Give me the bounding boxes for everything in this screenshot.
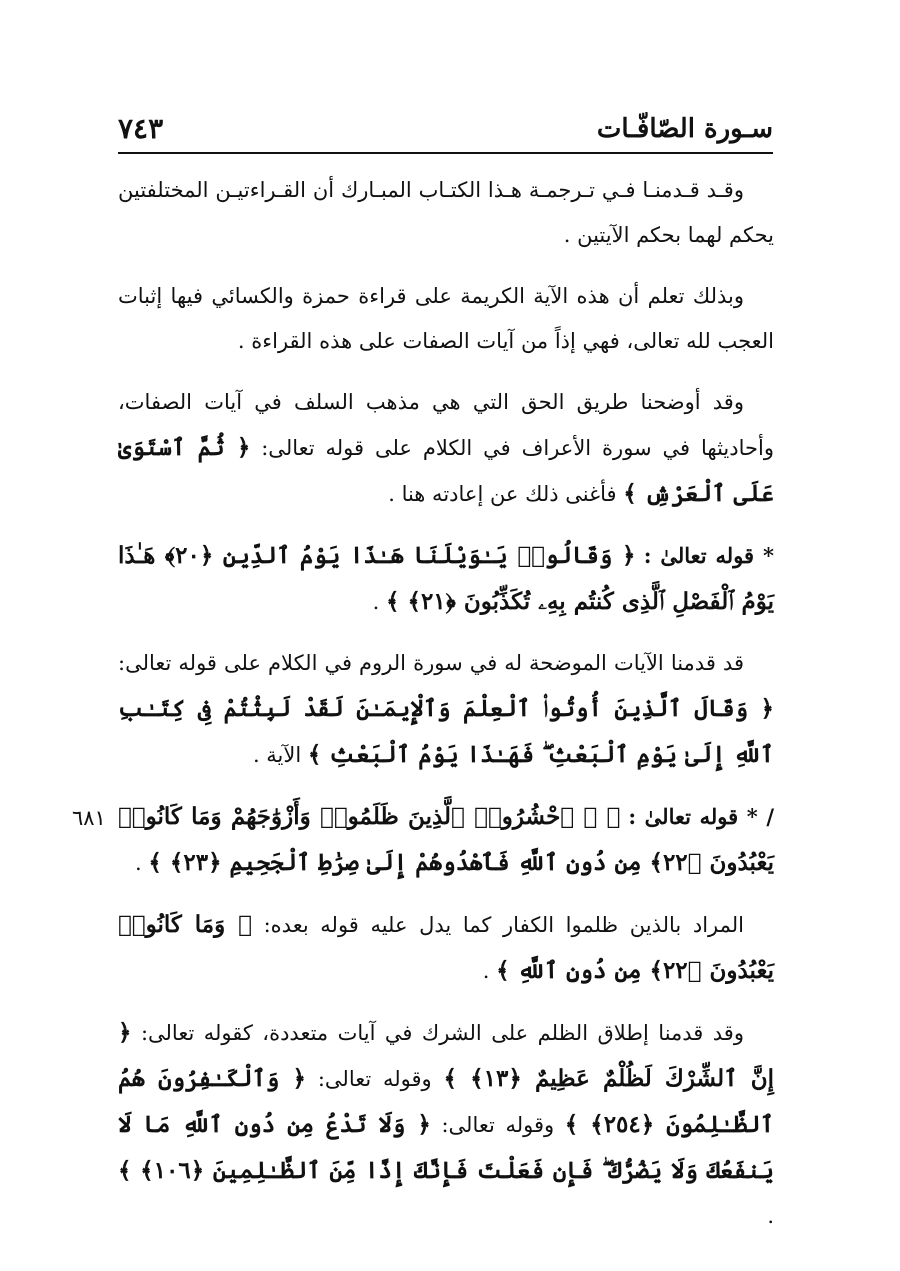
paragraph-shirk-as-zulm (118, 1010, 774, 1239)
quran-verse: ﴿ وَقَالُوا۟ يَـٰوَيْلَنَا هَـٰذَا يَوْمُ ٱلدِّينِ ﴿٢٠﴾ هَـٰذَا يَوْمُ ٱلْفَصْلِ ٱلَّذِى كُنتُم بِهِۦ تُكَذِّبُونَ ﴿٢١﴾ ﴾ (118, 542, 774, 615)
paragraph-text: قد قدمنا الآيات الموضحة له في سورة الروم في الكلام على قوله تعالى: (118, 651, 744, 675)
page-body (118, 168, 774, 1255)
quran-verse: ﴿ ثُمَّ ٱسْتَوَىٰ عَلَى ٱلْعَرْشِ ﴾ (118, 434, 774, 507)
surah-title: سـورة الصّافّـات (596, 114, 773, 144)
paragraph-surah-rum-reference (118, 641, 774, 778)
paragraph-text: وقوله تعالى: (317, 1067, 432, 1091)
margin-page-reference: ٦٨١ (72, 806, 106, 830)
verse-heading-20-21 (118, 533, 774, 625)
paragraph-text: وبذلك تعلم أن هذه الآية الكريمة على قراءة حمزة والكسائي فيها إثبات العجب لله تعالى، فهي إذاً من آيات الصفات على هذه القراءة . (118, 284, 774, 353)
quran-verse: ﴿ إِنَّ ٱلشِّرْكَ لَظُلْمٌ عَظِيمٌ ﴿١٣﴾ ﴾ (118, 1019, 774, 1092)
paragraph-text: وقـد قـدمنـا فـي تـرجمـة هـذا الكتـاب المبـارك أن القـراءتيـن المختلفتين يحكم لهما بحكم الآيتين . (118, 178, 774, 247)
paragraph-salaf-method (118, 380, 774, 517)
quran-verse: ﴿ وَقَالَ ٱلَّذِينَ أُوتُوا۟ ٱلْعِلْمَ وَٱلْإِيمَـٰنَ لَقَدْ لَبِثْتُمْ فِى كِتَـٰبِ ٱللَّهِ إِلَىٰ يَوْمِ ٱلْبَعْثِ ۖ فَهَـٰذَا يَوْمُ ٱلْبَعْثِ ﴾ (118, 695, 774, 768)
quran-verse: ﴿ وَٱلْكَـٰفِرُونَ هُمُ ٱلظَّـٰلِمُونَ ﴿٢٥٤﴾ ﴾ (118, 1065, 775, 1138)
paragraph-text: . (767, 1204, 774, 1228)
verse-heading-label: * قوله تعالىٰ : (643, 543, 774, 568)
verse-heading-label: / * قوله تعالىٰ : (628, 804, 774, 829)
paragraph-text: . (135, 851, 142, 875)
paragraph-attribute-of-wonder (118, 274, 774, 364)
paragraph-meaning-of-wrongdoers (118, 902, 774, 994)
page-number: ٧٤٣ (118, 112, 164, 145)
paragraph-text: . (482, 959, 490, 983)
paragraph-text: وقد قدمنا إطلاق الظلم على الشرك في آيات متعددة، كقوله تعالى: (140, 1021, 744, 1045)
verse-heading-22-23 (118, 794, 774, 886)
paragraph-text: وقد أوضحنا طريق الحق التي هي مذهب السلف في آيات الصفات، وأحاديثها في سورة الأعراف في الكلام على قوله تعالى: (118, 390, 774, 460)
quran-verse: ﴿ ۞ ٱحْشُرُوا۟ ٱلَّذِينَ ظَلَمُوا۟ وَأَزْوَٰجَهُمْ وَمَا كَانُوا۟ يَعْبُدُونَ ﴿٢٢﴾ مِن دُونِ ٱللَّهِ فَٱهْدُوهُمْ إِلَىٰ صِرَٰطِ ٱلْجَحِيمِ ﴿٢٣﴾ ﴾ (118, 803, 774, 876)
paragraph-text: المراد بالذين ظلموا الكفار كما يدل عليه قوله بعده: (263, 913, 744, 937)
quran-verse: ﴿ وَمَا كَانُوا۟ يَعْبُدُونَ ﴿٢٢﴾ مِن دُونِ ٱللَّهِ ﴾ (118, 911, 774, 984)
paragraph-text: . (372, 590, 380, 614)
paragraph-text: الآية . (252, 743, 302, 767)
paragraph-text: فأغنى ذلك عن إعادته هنا . (388, 482, 617, 506)
paragraph-readings (118, 168, 774, 258)
quran-verse: ﴿ وَلَا تَدْعُ مِن دُونِ ٱللَّهِ مَا لَا يَنفَعُكَ وَلَا يَضُرُّكَ ۖ فَإِن فَعَلْتَ فَإِنَّكَ إِذًا مِّنَ ٱلظَّـٰلِمِينَ ﴿١٠٦﴾ ﴾ (118, 1111, 774, 1184)
page-header (118, 112, 773, 154)
paragraph-text: وقوله تعالى: (441, 1113, 555, 1137)
